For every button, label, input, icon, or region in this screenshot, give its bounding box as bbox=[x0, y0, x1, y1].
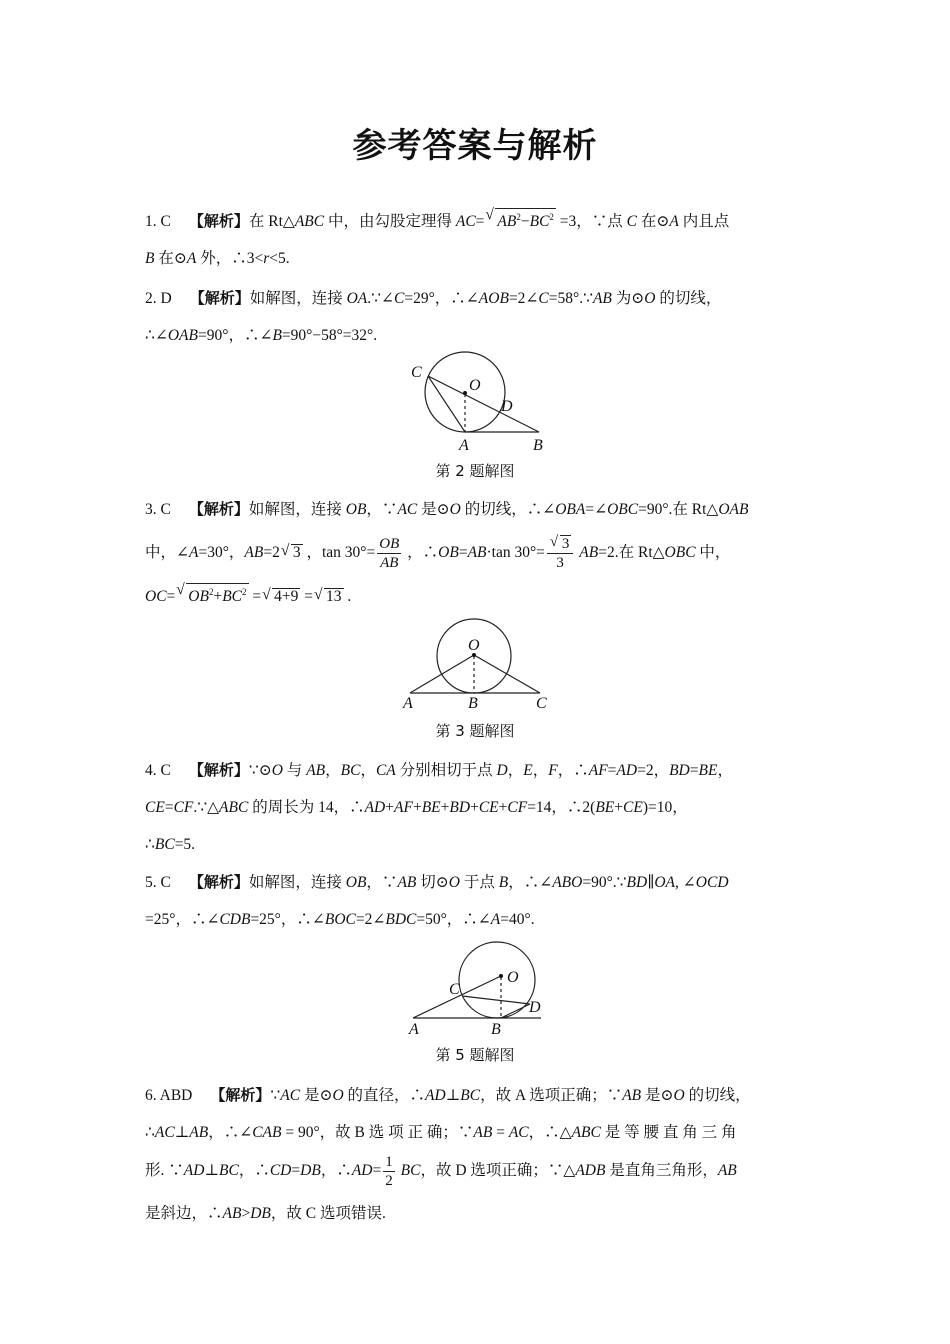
figure-3-caption: 第 3 题解图 bbox=[435, 722, 515, 740]
analysis-tag: 【解析】 bbox=[188, 500, 249, 518]
answer-item-4 bbox=[145, 752, 810, 863]
figure-3-diagram bbox=[398, 618, 558, 713]
answer-line: ∴∠OAB=90°，∴∠B=90°−58°=32°. bbox=[145, 327, 378, 344]
figure-5-diagram bbox=[405, 940, 545, 1035]
answer-line: OC= √ $OB^2+BC^2$ = √ 4+9 = √ 13 . bbox=[145, 578, 810, 615]
answer-line: B 在⊙A 外，∴3<r<5. bbox=[145, 250, 290, 267]
point-label: C bbox=[411, 364, 422, 381]
point-label: B bbox=[468, 695, 478, 712]
answer-item-2 bbox=[145, 280, 810, 354]
point-label: D bbox=[529, 999, 541, 1016]
answer-line: 5. C 【解析】如解图，连接 OB，∵AB 切⊙O 于点 B，∴∠ABO=90°.∵BD∥OA, ∠OCD bbox=[145, 873, 729, 891]
point-label: C bbox=[449, 981, 460, 998]
analysis-tag: 【解析】 bbox=[188, 873, 249, 891]
figure-2-diagram bbox=[405, 350, 555, 455]
figure-5-caption: 第 5 题解图 bbox=[435, 1046, 515, 1064]
answer-item-1 bbox=[145, 203, 810, 277]
answer-line: 2. D 【解析】如解图，连接 OA.∵∠C=29°，∴∠AOB=2∠C=58°.∵AB 为⊙O 的切线， bbox=[145, 289, 722, 307]
answer-line: 中，∠A=30°，AB=2 √ 3 ，tan 30°= $\frac{OB}{AB}$ ，∴OB=AB·tan 30°= √ $\frac{3}{3}$ AB=2.在 Rt△OBC 中， bbox=[145, 528, 810, 578]
answer-line: 是斜边，∴AB>DB，故 C 选项错误. bbox=[145, 1205, 386, 1222]
answer-line: 1. C 【解析】在 Rt△ABC 中，由勾股定理得 AC= √ $AB^2-BC^2 =3$，∵点 C 在⊙A 内且点 bbox=[145, 203, 810, 240]
answer-line: 3. C 【解析】如解图，连接 OB，∵AC 是⊙O 的切线，∴∠OBA=∠OBC=90°.在 Rt△OAB bbox=[145, 500, 749, 518]
answer-number: 6. ABD bbox=[145, 1087, 193, 1104]
point-label: D bbox=[501, 398, 513, 415]
answer-item-3 bbox=[145, 491, 810, 615]
point-label: O bbox=[469, 377, 481, 394]
point-label: B bbox=[491, 1021, 501, 1035]
answer-line: ∴AC⊥AB，∴∠CAB = 90°，故 B 选 项 正 确；∵AB = AC，∴△ABC 是 等 腰 直 角 三 角 bbox=[145, 1124, 737, 1141]
point-label: C bbox=[536, 695, 547, 712]
answer-number: 4. C bbox=[145, 762, 171, 779]
answer-item-6 bbox=[145, 1077, 810, 1232]
point-label: A bbox=[403, 695, 413, 712]
point-label: B bbox=[533, 437, 543, 454]
answer-line: 形. ∵AD⊥BC，∴CD=DB，∴AD= $\frac{1}{2}$ BC，故 D 选项正确；∵△ADB 是直角三角形，AB bbox=[145, 1153, 737, 1189]
analysis-tag: 【解析】 bbox=[210, 1086, 271, 1104]
point-label: A bbox=[409, 1021, 419, 1035]
answer-number: 1. C bbox=[145, 213, 171, 230]
analysis-tag: 【解析】 bbox=[188, 212, 249, 230]
figure-2-caption: 第 2 题解图 bbox=[435, 462, 515, 480]
answer-line: CE=CF.∵△ABC 的周长为 14，∴AD+AF+BE+BD+CE+CF=14，∴2(BE+CE)=10， bbox=[145, 799, 688, 816]
answer-number: 3. C bbox=[145, 501, 171, 518]
answer-item-5 bbox=[145, 864, 810, 938]
answer-line: =25°，∴∠CDB=25°，∴∠BOC=2∠BDC=50°，∴∠A=40°. bbox=[145, 911, 535, 928]
answer-line: 6. ABD 【解析】∵AC 是⊙O 的直径，∴AD⊥BC，故 A 选项正确；∵AB 是⊙O 的切线， bbox=[145, 1086, 751, 1104]
answer-number: 5. C bbox=[145, 874, 171, 891]
answer-number: 2. D bbox=[145, 290, 172, 307]
answer-line: ∴BC=5. bbox=[145, 836, 196, 853]
analysis-tag: 【解析】 bbox=[189, 289, 250, 307]
point-label: O bbox=[468, 637, 480, 654]
analysis-tag: 【解析】 bbox=[188, 761, 249, 779]
page-title: 参考答案与解析 bbox=[352, 126, 598, 166]
point-label: O bbox=[507, 969, 519, 986]
point-label: A bbox=[459, 437, 469, 454]
answer-line: 4. C 【解析】∵⊙O 与 AB，BC，CA 分别相切于点 D，E，F，∴AF=AD=2，BD=BE， bbox=[145, 761, 733, 779]
